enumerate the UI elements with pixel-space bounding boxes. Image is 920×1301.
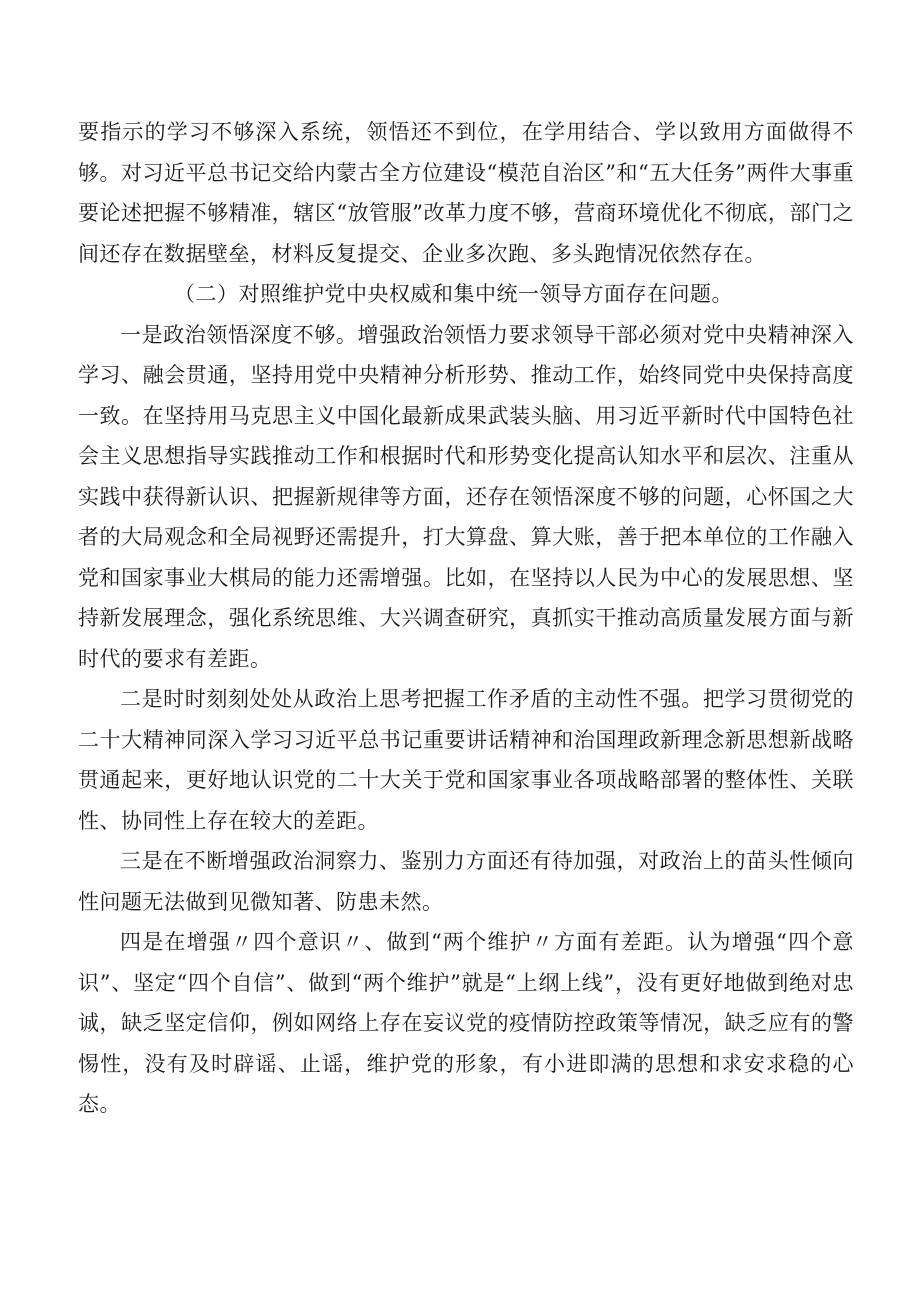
paragraph-point-two: 二是时时刻刻处处从政治上思考把握工作矛盾的主动性不强。把学习贯彻党的二十大精神同深入学习习近平总书记重要讲话精神和治国理政新理念新思想新战略贯通起来，更好地认识党的二十大关于党和国家事业各项战略部署的整体性、关联性、协同性上存在较大的差距。 — [78, 687, 854, 833]
section-heading: （二）对照维护党中央权威和集中统一领导方面存在问题。 — [174, 282, 733, 306]
paragraph-point-one: 一是政治领悟深度不够。增强政治领悟力要求领导干部必须对党中央精神深入学习、融会贯通，坚持用党中央精神分析形势、推动工作，始终同党中央保持高度一致。在坚持用马克思主义中国化最新成果武装头脑、用习近平新时代中国特色社会主义思想指导实践推动工作和根据时代和形势变化提高认知水平和层次、注重从实践中获得新认识、把握新规律等方面，还存在领悟深度不够的问题，心怀国之大者的大局观念和全局视野还需提升，打大算盘、算大账，善于把本单位的工作融入党和国家事业大棋局的能力还需增强。比如，在坚持以人民为中心的发展思想、坚持新发展理念，强化系统思维、大兴调查研究，真抓实干推动高质量发展方面与新时代的要求有差距。 — [78, 322, 854, 671]
paragraph-point-four: 四是在增强〃四个意识〃、做到“两个维护〃方面有差距。认为增强“四个意识”、坚定“四个自信”、做到“两个维护”就是“上纲上线”，没有更好地做到绝对忠诚，缺乏坚定信仰，例如网络上存在妄议党的疫情防控政策等情况，缺乏应有的警惕性，没有及时辟谣、止谣，维护党的形象，有小进即满的思想和求安求稳的心态。 — [78, 930, 854, 1116]
paragraph-point-three: 三是在不断增强政治洞察力、鉴别力方面还有待加强，对政治上的苗头性倾向性问题无法做到见微知著、防患未然。 — [78, 849, 854, 914]
paragraph-continuation: 要指示的学习不够深入系统，领悟还不到位，在学用结合、学以致用方面做得不够。对习近平总书记交给内蒙古全方位建设“模范自治区”和“五大任务”两件大事重要论述把握不够精准，辖区“放管服”改革力度不够，营商环境优化不彻底，部门之间还存在数据壁垒，材料反复提交、企业多次跑、多头跑情况依然存在。 — [78, 120, 854, 266]
document-body — [78, 112, 854, 1125]
